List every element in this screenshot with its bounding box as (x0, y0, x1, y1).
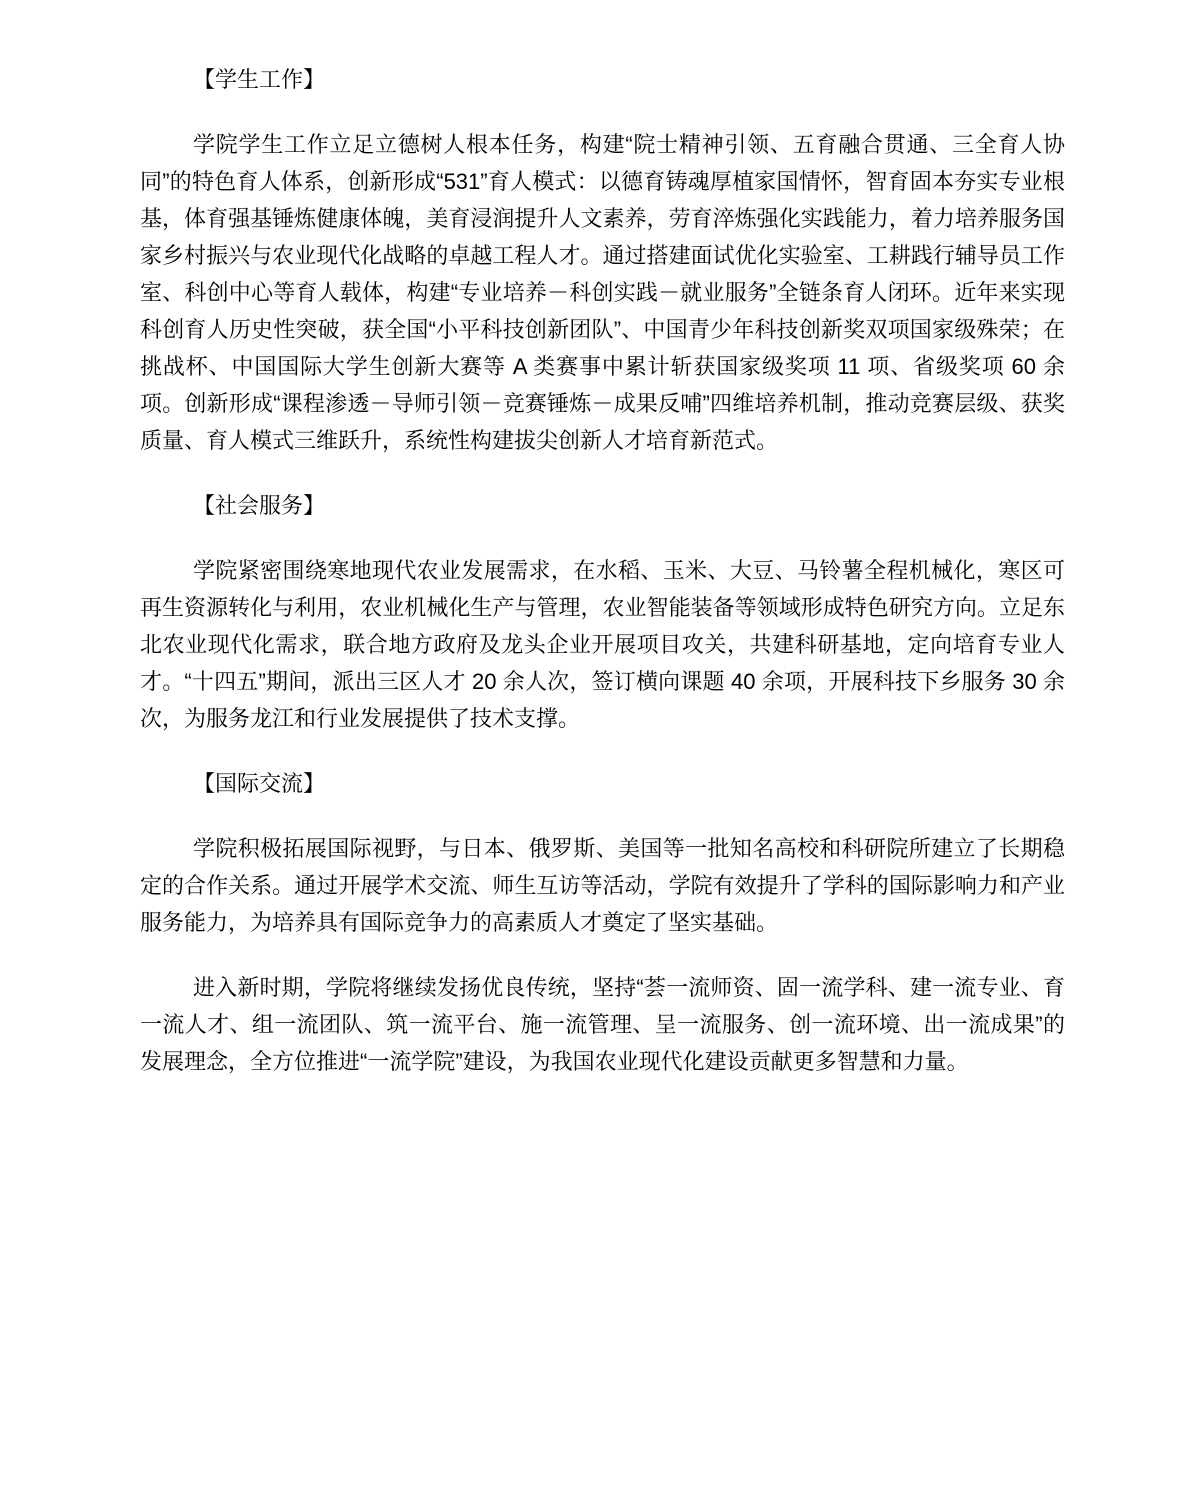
paragraph-international-exchange: 学院积极拓展国际视野，与日本、俄罗斯、美国等一批知名高校和科研院所建立了长期稳定的合作关系。通过开展学术交流、师生互访等活动，学院有效提升了学科的国际影响力和产业服务能力，为培养具有国际竞争力的高素质人才奠定了坚实基础。 (140, 836, 1065, 935)
paragraph-new-era-outlook: 进入新时期，学院将继续发扬优良传统，坚持“荟一流师资、固一流学科、建一流专业、育一流人才、组一流团队、筑一流平台、施一流管理、呈一流服务、创一流环境、出一流成果”的发展理念，全方位推进“一流学院”建设，为我国农业现代化建设贡献更多智慧和力量。 (140, 975, 1065, 1074)
section-heading-student-work: 【学生工作】 (193, 67, 326, 92)
paragraph-social-service: 学院紧密围绕寒地现代农业发展需求，在水稻、玉米、大豆、马铃薯全程机械化，寒区可再生资源转化与利用，农业机械化生产与管理，农业智能装备等领域形成特色研究方向。立足东北农业现代化需求，联合地方政府及龙头企业开展项目攻关，共建科研基地，定向培育专业人才。“十四五”期间，派出三区人才 20 余人次，签订横向课题 40 余项，开展科技下乡服务 30 余次，为服务龙江和行业发展提供了技术支撑。 (140, 558, 1065, 731)
paragraph-student-work: 学院学生工作立足立德树人根本任务，构建“院士精神引领、五育融合贯通、三全育人协同”的特色育人体系，创新形成“531”育人模式：以德育铸魂厚植家国情怀，智育固本夯实专业根基，体育强基锤炼健康体魄，美育浸润提升人文素养，劳育淬炼强化实践能力，着力培养服务国家乡村振兴与农业现代化战略的卓越工程人才。通过搭建面试优化实验室、工耕践行辅导员工作室、科创中心等育人载体，构建“专业培养－科创实践－就业服务”全链条育人闭环。近年来实现科创育人历史性突破，获全国“小平科技创新团队”、中国青少年科技创新奖双项国家级殊荣；在挑战杯、中国国际大学生创新大赛等 A 类赛事中累计斩获国家级奖项 11 项、省级奖项 60 余项。创新形成“课程渗透－导师引领－竞赛锤炼－成果反哺”四维培养机制，推动竞赛层级、获奖质量、育人模式三维跃升，系统性构建拔尖创新人才培育新范式。 (140, 132, 1066, 453)
section-heading-social-service: 【社会服务】 (193, 493, 326, 518)
section-heading-international-exchange: 【国际交流】 (193, 771, 326, 796)
